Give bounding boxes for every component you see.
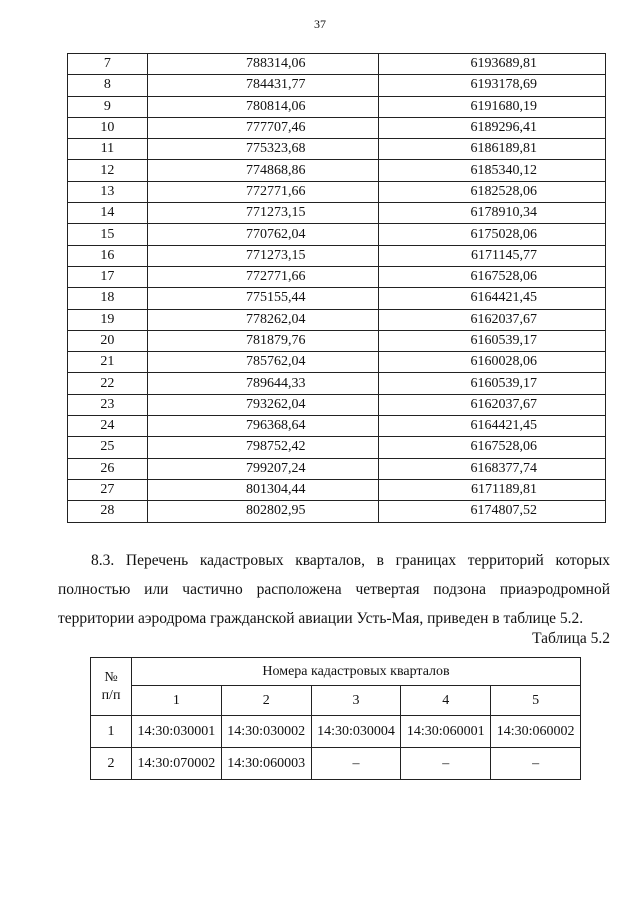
table-caption: Таблица 5.2 <box>532 630 610 647</box>
point-number-cell: 9 <box>68 96 148 117</box>
table-row <box>68 266 606 287</box>
table-row <box>68 458 606 479</box>
column-number-cell: 1 <box>132 686 222 716</box>
point-number-cell: 15 <box>68 224 148 245</box>
header-number-cell <box>91 658 132 716</box>
cadastral-quarter-cell: 14:30:030002 <box>221 716 311 748</box>
y-coordinate-cell: 6178910,34 <box>378 203 605 224</box>
x-coordinate-cell: 793262,04 <box>147 394 378 415</box>
point-number-cell: 21 <box>68 352 148 373</box>
point-number-cell: 16 <box>68 245 148 266</box>
table-row <box>68 54 606 75</box>
cadastral-quarter-cell: – <box>491 748 581 780</box>
x-coordinate-cell: 771273,15 <box>147 245 378 266</box>
table-row <box>68 160 606 181</box>
table-row <box>68 75 606 96</box>
table-row <box>68 181 606 202</box>
paragraph-line: 8.3. Перечень кадастровых кварталов, в границах территорий которых <box>91 552 610 569</box>
x-coordinate-cell: 778262,04 <box>147 309 378 330</box>
y-coordinate-cell: 6160028,06 <box>378 352 605 373</box>
table-row <box>68 288 606 309</box>
table-row <box>68 416 606 437</box>
point-number-cell: 8 <box>68 75 148 96</box>
y-coordinate-cell: 6164421,45 <box>378 416 605 437</box>
cadastral-quarter-cell: 14:30:060002 <box>491 716 581 748</box>
x-coordinate-cell: 777707,46 <box>147 117 378 138</box>
y-coordinate-cell: 6193178,69 <box>378 75 605 96</box>
point-number-cell: 28 <box>68 501 148 522</box>
paragraph-line: полностью или частично расположена четвертая подзона приаэродромной <box>58 581 610 598</box>
cadastral-quarter-cell: 14:30:030001 <box>132 716 222 748</box>
table-row <box>91 748 581 780</box>
cadastral-quarters-table <box>90 657 581 780</box>
x-coordinate-cell: 785762,04 <box>147 352 378 373</box>
point-number-cell: 25 <box>68 437 148 458</box>
table-row <box>68 96 606 117</box>
point-number-cell: 26 <box>68 458 148 479</box>
point-number-cell: 12 <box>68 160 148 181</box>
point-number-cell: 13 <box>68 181 148 202</box>
x-coordinate-cell: 772771,66 <box>147 266 378 287</box>
x-coordinate-cell: 802802,95 <box>147 501 378 522</box>
point-number-cell: 19 <box>68 309 148 330</box>
point-number-cell: 24 <box>68 416 148 437</box>
table-row <box>68 330 606 351</box>
x-coordinate-cell: 771273,15 <box>147 203 378 224</box>
cadastral-quarter-cell: – <box>401 748 491 780</box>
point-number-cell: 10 <box>68 117 148 138</box>
header-number-label: п/п <box>101 687 121 703</box>
y-coordinate-cell: 6182528,06 <box>378 181 605 202</box>
x-coordinate-cell: 772771,66 <box>147 181 378 202</box>
x-coordinate-cell: 784431,77 <box>147 75 378 96</box>
x-coordinate-cell: 781879,76 <box>147 330 378 351</box>
y-coordinate-cell: 6167528,06 <box>378 266 605 287</box>
y-coordinate-cell: 6164421,45 <box>378 288 605 309</box>
x-coordinate-cell: 770762,04 <box>147 224 378 245</box>
cadastral-quarter-cell: – <box>311 748 401 780</box>
point-number-cell: 7 <box>68 54 148 75</box>
group-header: Номера кадастровых кварталов <box>132 658 581 686</box>
y-coordinate-cell: 6191680,19 <box>378 96 605 117</box>
row-number-cell: 1 <box>91 716 132 748</box>
point-number-cell: 20 <box>68 330 148 351</box>
y-coordinate-cell: 6171145,77 <box>378 245 605 266</box>
section-paragraph <box>58 546 610 633</box>
table-row <box>68 224 606 245</box>
cadastral-quarter-cell: 14:30:060001 <box>401 716 491 748</box>
table-row <box>68 437 606 458</box>
x-coordinate-cell: 801304,44 <box>147 479 378 500</box>
point-number-cell: 27 <box>68 479 148 500</box>
point-number-cell: 14 <box>68 203 148 224</box>
table-row <box>91 716 581 748</box>
point-number-cell: 18 <box>68 288 148 309</box>
table-row <box>68 352 606 373</box>
table-row <box>68 394 606 415</box>
y-coordinate-cell: 6160539,17 <box>378 373 605 394</box>
column-number-cell: 5 <box>491 686 581 716</box>
table-row <box>68 245 606 266</box>
point-number-cell: 11 <box>68 139 148 160</box>
y-coordinate-cell: 6174807,52 <box>378 501 605 522</box>
x-coordinate-cell: 796368,64 <box>147 416 378 437</box>
coordinates-table <box>67 53 606 523</box>
y-coordinate-cell: 6168377,74 <box>378 458 605 479</box>
x-coordinate-cell: 789644,33 <box>147 373 378 394</box>
page-number: 37 <box>314 17 326 31</box>
y-coordinate-cell: 6160539,17 <box>378 330 605 351</box>
table-row <box>68 117 606 138</box>
table-row <box>68 501 606 522</box>
y-coordinate-cell: 6171189,81 <box>378 479 605 500</box>
column-number-cell: 2 <box>221 686 311 716</box>
x-coordinate-cell: 798752,42 <box>147 437 378 458</box>
x-coordinate-cell: 775155,44 <box>147 288 378 309</box>
y-coordinate-cell: 6185340,12 <box>378 160 605 181</box>
y-coordinate-cell: 6162037,67 <box>378 394 605 415</box>
y-coordinate-cell: 6175028,06 <box>378 224 605 245</box>
row-number-cell: 2 <box>91 748 132 780</box>
x-coordinate-cell: 799207,24 <box>147 458 378 479</box>
x-coordinate-cell: 775323,68 <box>147 139 378 160</box>
point-number-cell: 23 <box>68 394 148 415</box>
cadastral-quarter-cell: 14:30:060003 <box>221 748 311 780</box>
point-number-cell: 17 <box>68 266 148 287</box>
y-coordinate-cell: 6167528,06 <box>378 437 605 458</box>
table-row <box>68 203 606 224</box>
table-row <box>68 309 606 330</box>
header-number-symbol: № <box>104 669 118 685</box>
x-coordinate-cell: 780814,06 <box>147 96 378 117</box>
column-number-cell: 3 <box>311 686 401 716</box>
table-row <box>68 373 606 394</box>
y-coordinate-cell: 6189296,41 <box>378 117 605 138</box>
table-row <box>68 139 606 160</box>
y-coordinate-cell: 6193689,81 <box>378 54 605 75</box>
paragraph-line: территории аэродрома гражданской авиации Усть-Мая, приведен в таблице 5.2. <box>58 610 584 627</box>
cadastral-quarter-cell: 14:30:070002 <box>132 748 222 780</box>
cadastral-quarter-cell: 14:30:030004 <box>311 716 401 748</box>
table-row <box>68 479 606 500</box>
x-coordinate-cell: 774868,86 <box>147 160 378 181</box>
x-coordinate-cell: 788314,06 <box>147 54 378 75</box>
column-number-cell: 4 <box>401 686 491 716</box>
point-number-cell: 22 <box>68 373 148 394</box>
y-coordinate-cell: 6186189,81 <box>378 139 605 160</box>
y-coordinate-cell: 6162037,67 <box>378 309 605 330</box>
